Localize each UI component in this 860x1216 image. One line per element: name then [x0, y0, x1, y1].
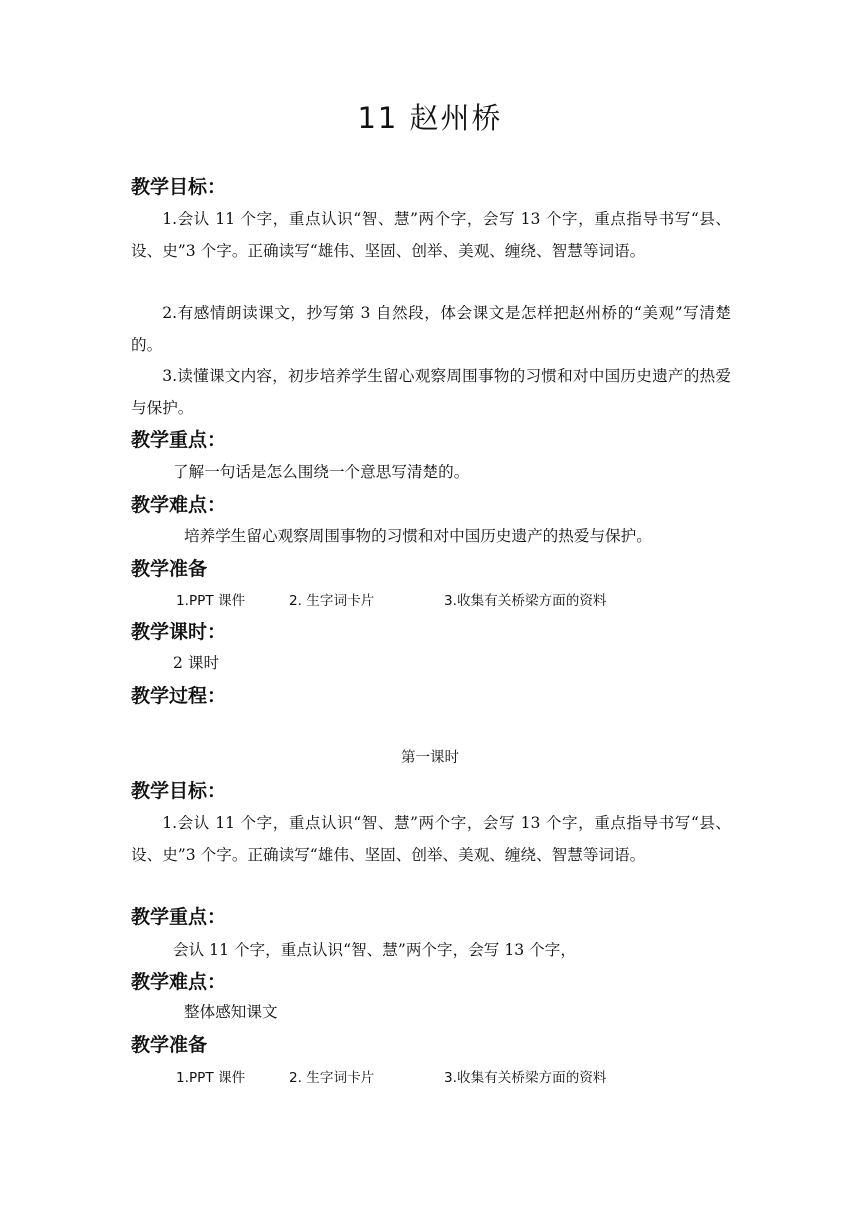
goal-item-2: 2.有感情朗读课文，抄写第 3 自然段，体会课文是怎样把赵州桥的“美观”写清楚的。: [131, 304, 731, 354]
goal-item-3: 3.读懂课文内容，初步培养学生留心观察周围事物的习惯和对中国历史遗产的热爱与保护。: [131, 367, 731, 417]
lesson1-difficulty-text: 整体感知课文: [184, 1003, 278, 1021]
preparation-item: 3.收集有关桥梁方面的资料: [444, 1070, 607, 1086]
lesson1-heading-key-points: 教学重点：: [131, 906, 227, 928]
heading-periods: 教学课时：: [131, 621, 227, 643]
preparation-item: 1.PPT 课件: [176, 593, 246, 609]
lesson1-heading-difficulties: 教学难点：: [131, 971, 227, 993]
heading-difficulties: 教学难点：: [131, 494, 227, 516]
heading-goals: 教学目标：: [131, 176, 227, 198]
lesson1-heading-preparation: 教学准备: [131, 1034, 208, 1056]
document-title: 11 赵州桥: [357, 101, 503, 135]
preparation-item: 1.PPT 课件: [176, 1070, 246, 1086]
goal-item-1: 1.会认 11 个字，重点认识“智、慧”两个字，会写 13 个字，重点指导书写“县、设、史”3 个字。正确读写“雄伟、坚固、创举、美观、缠绕、智慧等词语。: [131, 210, 731, 260]
heading-process: 教学过程：: [131, 685, 227, 707]
preparation-item: 2. 生字词卡片: [289, 1070, 375, 1086]
preparation-item: 3.收集有关桥梁方面的资料: [444, 593, 607, 609]
heading-preparation: 教学准备: [131, 558, 208, 580]
lesson1-title: 第一课时: [401, 750, 459, 766]
lesson1-key-point-text: 会认 11 个字，重点认识“智、慧”两个字，会写 13 个字，: [173, 941, 576, 959]
preparation-item: 2. 生字词卡片: [289, 593, 375, 609]
key-point-text: 了解一句话是怎么围绕一个意思写清楚的。: [173, 463, 470, 481]
lesson1-goal-item: 1.会认 11 个字，重点认识“智、慧”两个字，会写 13 个字，重点指导书写“县、设、史”3 个字。正确读写“雄伟、坚固、创举、美观、缠绕、智慧等词语。: [131, 814, 731, 864]
periods-text: 2 课时: [173, 654, 220, 672]
difficulty-text: 培养学生留心观察周围事物的习惯和对中国历史遗产的热爱与保护。: [184, 527, 652, 545]
lesson1-heading-goals: 教学目标：: [131, 780, 227, 802]
heading-key-points: 教学重点：: [131, 429, 227, 451]
